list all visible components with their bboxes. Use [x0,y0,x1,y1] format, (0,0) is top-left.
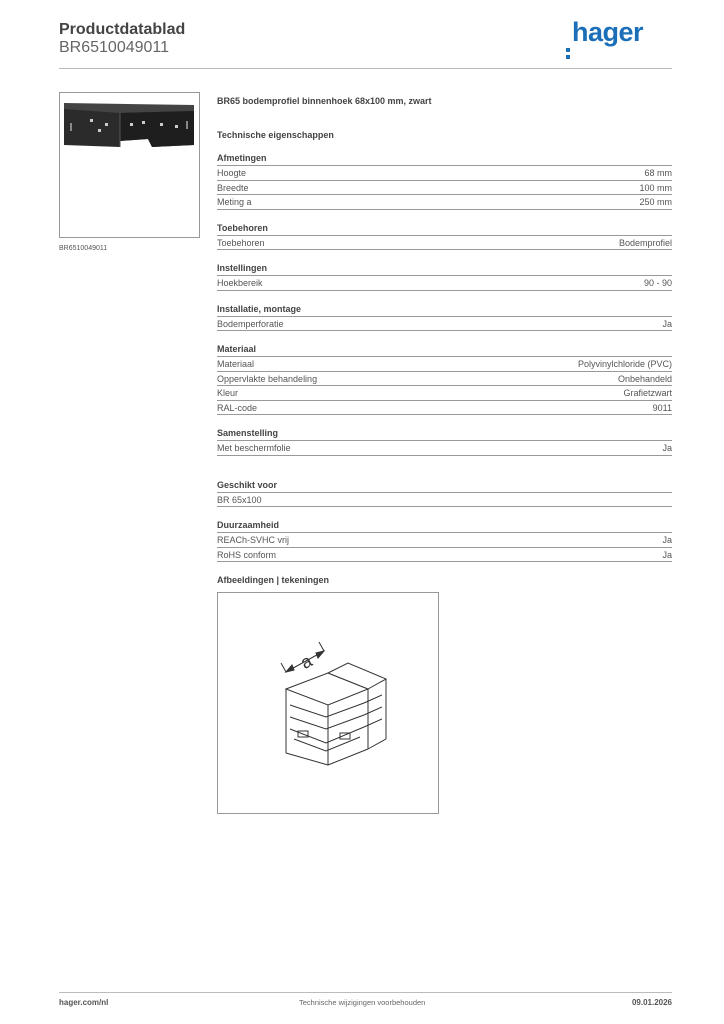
product-photo [59,92,200,238]
footer-website-link[interactable]: hager.com/nl [59,998,109,1007]
section-title: Instellingen [217,263,672,276]
spec-sections [217,153,672,562]
spec-label: Oppervlakte behandeling [217,373,318,384]
spec-value: Ja [662,318,672,329]
section-title: Materiaal [217,344,672,357]
product-number: BR6510049011 [59,39,170,56]
spec-row [217,195,672,210]
spec-value: Polyvinylchloride (PVC) [577,359,672,369]
spec-label: Toebehoren [217,237,265,248]
spec-section [217,263,672,291]
logo-text: hager [572,17,644,47]
spec-section [217,223,672,251]
spec-label: Hoogte [217,168,247,178]
spec-value: Grafietzwart [623,388,672,398]
spec-value: 250 mm [639,197,672,207]
spec-label: RoHS conform [217,549,277,560]
footer-divider [59,992,672,993]
spec-section [217,428,672,456]
spec-value: Ja [662,443,672,453]
spec-value: 68 mm [644,168,672,178]
spec-row [217,236,672,251]
section-title: Duurzaamheid [217,520,672,533]
spec-row [217,357,672,372]
section-title: Afmetingen [217,153,672,166]
hager-logo [566,17,643,48]
header-divider [59,68,672,69]
product-title: BR65 bodemprofiel binnenhoek 68x100 mm, zwart [217,96,432,106]
spec-row [217,401,672,416]
spec-value: Ja [662,535,672,545]
spec-label: Breedte [217,182,249,193]
spec-row [217,317,672,332]
page-title: Productdatablad [59,21,186,38]
section-title: Geschikt voor [217,480,672,493]
corner-profile-photo-icon [60,93,199,237]
footer-disclaimer: Technische wijzigingen voorbehouden [299,998,426,1007]
section-title: Samenstelling [217,428,672,441]
section-title: Installatie, montage [217,304,672,317]
spec-label: RAL-code [217,402,258,413]
spec-value: Onbehandeld [617,373,672,384]
spec-value: 9011 [652,402,672,413]
spec-row [217,276,672,291]
dimension-a-label: a [297,650,316,673]
spec-row [217,548,672,563]
footer-date: 09.01.2026 [631,998,672,1007]
spec-value: 90 - 90 [643,278,672,288]
corner-profile-drawing-icon [218,593,438,813]
spec-label: BR 65x100 [217,494,262,505]
spec-row [217,441,672,456]
spec-section [217,480,672,508]
drawing-heading: Afbeeldingen | tekeningen [217,575,330,585]
spec-label: Materiaal [217,359,255,369]
spec-section [217,344,672,415]
tech-heading: Technische eigenschappen [217,130,334,140]
spec-label: Kleur [217,388,239,398]
spec-row [217,181,672,196]
spec-row [217,386,672,401]
spec-row [217,533,672,548]
spec-row [217,372,672,387]
spec-label: Hoekbereik [217,278,263,288]
spec-label: REACh-SVHC vrij [217,535,290,545]
spec-row [217,493,672,508]
spec-label: Bodemperforatie [217,318,284,329]
spec-value: Bodemprofiel [618,237,672,248]
spec-value: Ja [662,549,672,560]
spec-section [217,153,672,210]
photo-caption: BR6510049011 [59,245,108,252]
spec-section [217,304,672,332]
spec-value: 100 mm [639,182,672,193]
section-title: Toebehoren [217,223,672,236]
spec-section [217,520,672,562]
technical-drawing [217,592,439,814]
spec-label: Met beschermfolie [217,443,291,453]
spec-content [217,96,672,814]
spec-label: Meting a [217,197,252,207]
spec-row [217,166,672,181]
